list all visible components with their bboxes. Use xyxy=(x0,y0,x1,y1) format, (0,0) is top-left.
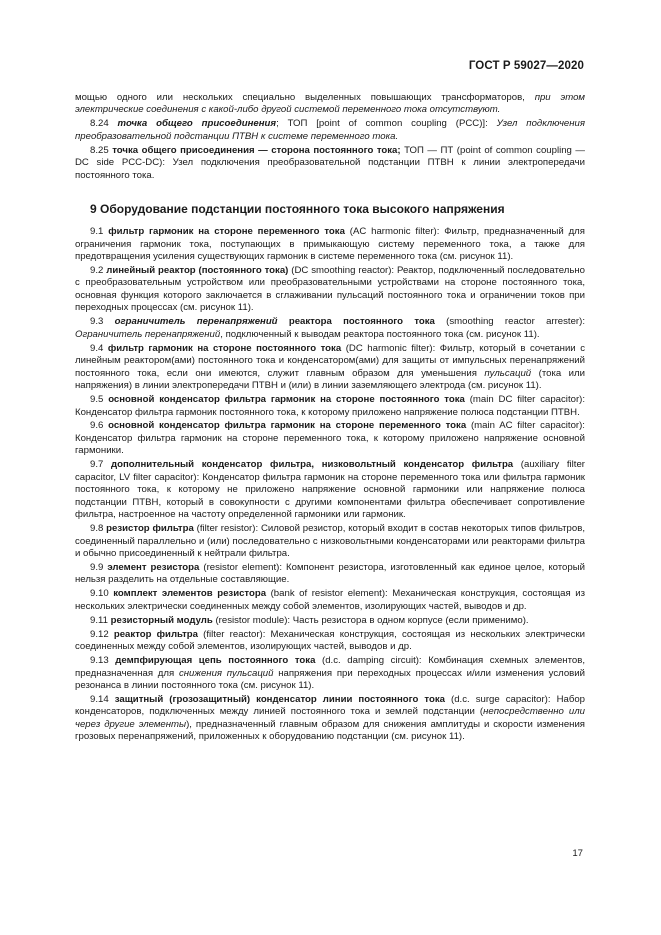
paragraph-9-12 xyxy=(75,629,585,654)
text: (AC harmonic filter): Фильтр, предназначенный для ограничения гармоник тока, поступающих в примыкающую систему переменного тока, а также для предотвращения усиления существующих гармоник в системе переменного тока (см. рисунок 11). xyxy=(75,226,585,263)
text: (smoothing reactor arrester): xyxy=(434,316,585,328)
paragraph-9-7 xyxy=(75,459,585,521)
text: (main DC filter capacitor): Конденсатор фильтра гармоник постоянного тока, к которому приложено напряжение полюса подстанции ПТВН. xyxy=(75,394,585,418)
clause-number: 9.5 xyxy=(90,394,109,406)
paragraph-9-6 xyxy=(75,420,585,457)
term: демпфирующая цепь постоянного тока xyxy=(115,655,316,667)
paragraph-8-25 xyxy=(75,145,585,182)
text: (d.c. surge capacitor): Набор конденсаторов, подключенных между линией постоянного тока и землей подстанции ( xyxy=(75,693,585,718)
term: защитный (грозозащитный) конденсатор линии постоянного тока xyxy=(114,693,445,705)
text: (тока или напряжения) в линии электропередачи ПТВН и (или) в линии заземляющего электрода (см. рисунок 11). xyxy=(75,367,585,392)
text: (DC smoothing reactor): Реактор, подключенный последовательно с преобразовательным устройством или преобразовательными устройствами на стороне постоянного тока, основная функция которого заключается в сглаживании пульсаций постоянного тока и ограничении токов при переходных процессах (см. рисунок 11). xyxy=(75,265,585,314)
term: основной конденсатор фильтра гармоник на стороне постоянного тока xyxy=(108,394,465,406)
paragraph-9-1 xyxy=(75,226,585,263)
term: основной конденсатор фильтра гармоник на стороне переменного тока xyxy=(108,420,467,432)
clause-number: 9.10 xyxy=(90,588,114,600)
text: (d.c. damping circuit): Комбинация схемных элементов, предназначенная для xyxy=(75,655,585,679)
clause-number: 9.6 xyxy=(90,420,109,432)
paragraph-9-10 xyxy=(75,588,585,613)
clause-number: 9.2 xyxy=(90,265,107,277)
text: напряжения при переходных процессах и/или изменения условий резонанса в линии постоянного тока (см. рисунок 11). xyxy=(75,667,585,692)
term: резистор фильтра xyxy=(106,523,194,535)
clause-number: 8.24 xyxy=(90,118,118,130)
text: (bank of resistor element): Механическая конструкция, состоящая из нескольких электрически соединенных между собой элементов, изолирующих частей, выводов и др. xyxy=(75,588,585,612)
paragraph-9-14 xyxy=(75,694,585,744)
paragraph-9-8 xyxy=(75,523,585,560)
clause-number: 9.11 xyxy=(90,614,111,626)
paragraph-8-24 xyxy=(75,118,585,143)
text: (filter reactor): Механическая конструкция, состоящая из нескольких электрически соединенных между собой элементов, изолирующих частей, выводов и др. xyxy=(75,628,585,653)
text: (resistor element): Компонент резистора, изготовленный как единое целое, который нельзя разделить на отдельные составляющие. xyxy=(75,561,585,586)
text: ), предназначенный главным образом для снижения амплитуды и скорости изменения грозовых перенапряжений, приложенных к оборудованию подстанции (см. рисунок 11). xyxy=(75,718,586,743)
paragraph-9-2 xyxy=(75,265,585,315)
paragraph-9-11 xyxy=(75,615,585,627)
italic-text: Узел подключения преобразовательной подстанции ПТВН к системе переменного тока. xyxy=(75,118,585,142)
italic-text: пульсаций xyxy=(484,367,532,379)
paragraph-9-4 xyxy=(75,343,585,393)
term: линейный реактор (постоянного тока) xyxy=(106,265,289,277)
text: (resistor module): Часть резистора в одном корпусе (если применимо). xyxy=(212,614,529,626)
clause-number: 8.25 xyxy=(90,144,113,156)
term: фильтр гармоник на стороне постоянного тока xyxy=(107,342,342,354)
clause-number: 9.8 xyxy=(90,523,107,535)
clause-number: 9.1 xyxy=(90,226,109,238)
paragraph-9-13 xyxy=(75,655,585,692)
clause-number: 9.12 xyxy=(90,628,114,640)
paragraph-9-3 xyxy=(75,316,585,341)
term: реактор фильтра xyxy=(113,628,198,640)
term: точка общего присоединения — сторона постоянного тока; xyxy=(112,144,401,156)
clause-number: 9.9 xyxy=(90,561,108,573)
clause-number: 9.4 xyxy=(90,342,108,354)
term: фильтр гармоник на стороне переменного тока xyxy=(108,226,345,238)
text: (filter resistor): Силовой резистор, который входит в состав некоторых типов фильтров, соединенный параллельно и (или) последовательно с низковольтными конденсаторами или реакторами фильтра и обычно присоединенный к нейтрали фильтра. xyxy=(75,523,585,559)
document-header: ГОСТ Р 59027—2020 xyxy=(468,60,584,72)
page-number: 17 xyxy=(572,848,583,859)
term: элемент резистора xyxy=(107,561,200,573)
section-heading: 9 Оборудование подстанции постоянного тока высокого напряжения xyxy=(90,202,505,217)
clause-number: 9.7 xyxy=(90,459,112,471)
clause-number: 9.13 xyxy=(90,655,116,667)
text: ТОП — ПТ (point of common coupling — DC side PCC-DC): Узел подключения преобразовательной подстанции ПТВН к линии электропередачи постоянного тока. xyxy=(75,144,586,181)
paragraph-9-9 xyxy=(75,562,585,587)
term: точка общего присоединения xyxy=(117,118,277,130)
document-body xyxy=(75,92,585,745)
clause-number: 9.14 xyxy=(90,693,115,705)
term-italic: ограничитель перенапряжений xyxy=(114,316,278,328)
text: ТОП [point of common coupling (PCC)]: xyxy=(287,118,497,130)
text: мощью одного или нескольких специально выделенных повышающих трансформаторов, xyxy=(75,92,535,103)
text: , подключенный к выводам реактора постоянного тока (см. рисунок 11). xyxy=(220,328,540,340)
italic-text: снижения пульсаций xyxy=(178,667,274,679)
paragraph-continuation xyxy=(75,92,585,117)
italic-text: при этом электрические соединения с какой-либо другой системой переменного тока отсутствуют. xyxy=(75,92,585,116)
text: ; xyxy=(276,118,288,130)
term: резисторный модуль xyxy=(110,614,213,626)
text: (DC harmonic filter): Фильтр, который в сочетании с линейным реактором(ами) постоянного тока и конденсатором(ами) для защиты от импульсных перенапряжений постоянного тока, если они имеются, служит главным образом для уменьшения xyxy=(75,342,585,379)
clause-number: 9.3 xyxy=(90,316,115,328)
paragraph-9-5 xyxy=(75,394,585,419)
term: комплект элементов резистора xyxy=(113,588,267,600)
italic-text: Ограничитель перенапряжений xyxy=(75,328,221,340)
term: реактора постоянного тока xyxy=(277,316,435,328)
term: дополнительный конденсатор фильтра, низковольтный конденсатор фильтра xyxy=(111,459,514,471)
text: (main AC filter capacitor): Конденсатор фильтра гармоник на стороне переменного тока, к которому приложено напряжение основной гармоники. xyxy=(75,420,585,457)
italic-text: непосредственно или через другие элементы xyxy=(75,706,585,730)
text: (auxiliary filter capacitor, LV filter capacitor): Конденсатор фильтра гармоник на стороне переменного тока или фильтра гармоник постоянного тока, к которому не приложено напряжение основной гармоники или напряжение полюса подстанции ПТВН, который в совокупности с другими компонентами фильтра обеспечивает сопротивление фильтра, настроенное на частоту определенной гармоники или гармоник. xyxy=(75,459,585,521)
